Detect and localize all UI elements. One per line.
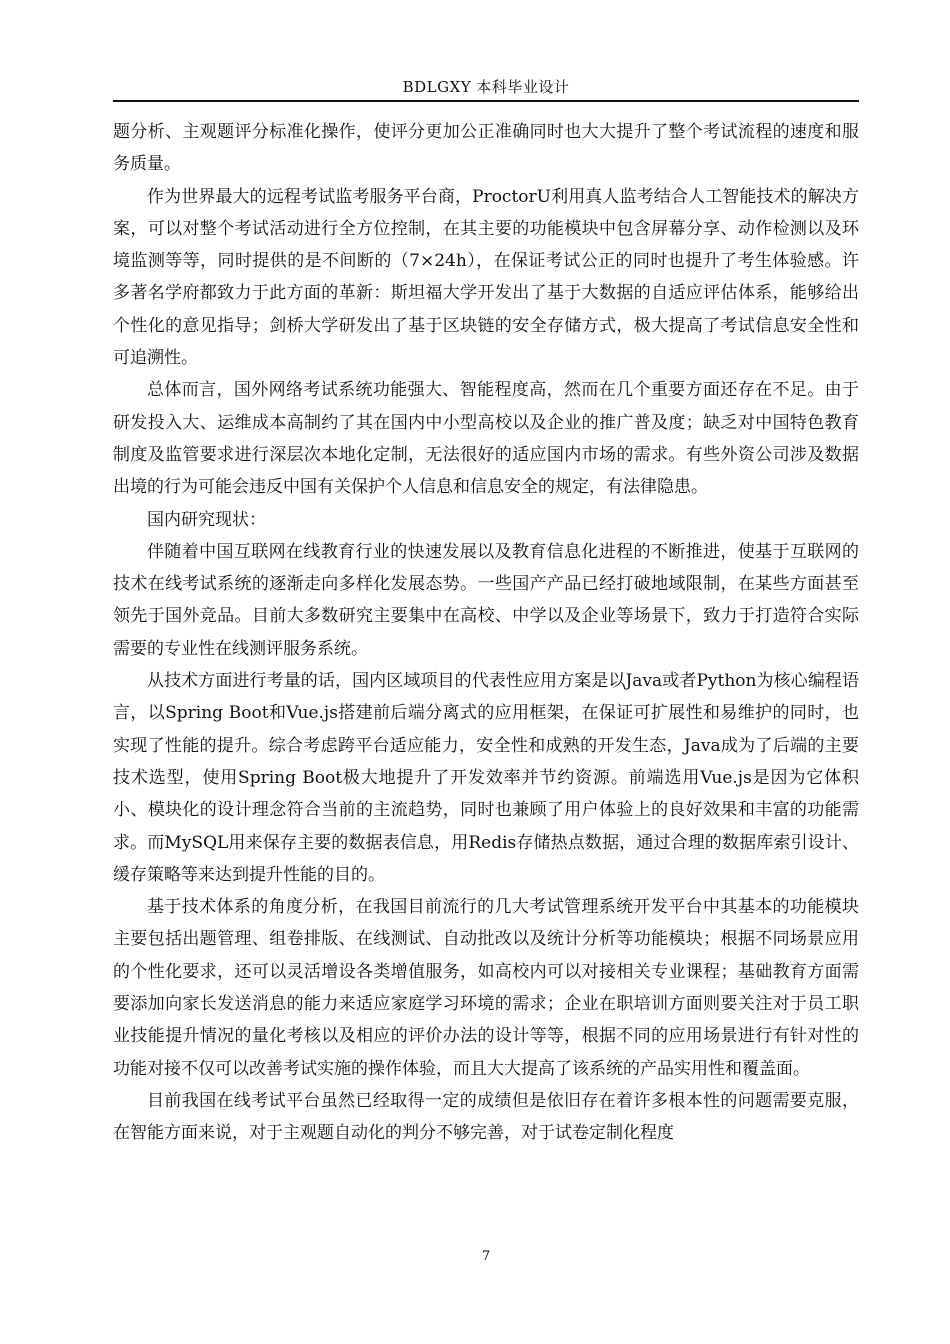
page-number: 7 <box>481 1249 491 1264</box>
paragraph-technology-stack: 从技术方面进行考量的话，国内区域项目的代表性应用方案是以Java或者Python为核心编程语言，以Spring Boot和Vue.js搭建前后端分离式的应用框架，在保证可扩展性和易维护的同时，也实现了性能的提升。综合考虑跨平台适应能力，安全性和成熟的开发生态，Java成为了后端的主要技术选型，使用Spring Boot极大地提升了开发效率并节约资源。前端选用Vue.js是因为它体积小、模块化的设计理念符合当前的主流趋势，同时也兼顾了用户体验上的良好效果和丰富的功能需求。而MySQL用来保存主要的数据表信息，用Redis存储热点数据，通过合理的数据库索引设计、缓存策略等来达到提升性能的目的。 <box>113 671 859 885</box>
paragraph-proctoru: 作为世界最大的远程考试监考服务平台商，ProctorU利用真人监考结合人工智能技术的解决方案，可以对整个考试活动进行全方位控制，在其主要的功能模块中包含屏幕分享、动作检测以及环境监测等等，同时提供的是不间断的（7×24h），在保证考试公正的同时也提升了考生体验感。许多著名学府都致力于此方面的革新：斯坦福大学开发出了基于大数据的自适应评估体系，能够给出个性化的意见指导；剑桥大学研发出了基于区块链的安全存储方式，极大提高了考试信息安全性和可追溯性。 <box>113 186 859 369</box>
paragraph-function-modules: 基于技术体系的角度分析，在我国目前流行的几大考试管理系统开发平台中其基本的功能模块主要包括出题管理、组卷排版、在线测试、自动批改以及统计分析等功能模块；根据不同场景应用的个性化要求，还可以灵活增设各类增值服务，如高校内可以对接相关专业课程；基础教育方面需要添加向家长发送消息的能力来适应家庭学习环境的需求；企业在职培训方面则要关注对于员工职业技能提升情况的量化考核以及相应的评价办法的设计等等，根据不同的应用场景进行有针对性的功能对接不仅可以改善考试实施的操作体验，而且大大提高了该系统的产品实用性和覆盖面。 <box>113 897 859 1079</box>
section-label-domestic-research: 国内研究现状： <box>147 509 266 530</box>
running-header: BDLGXY 本科毕业设计 <box>402 78 570 96</box>
paragraph-overseas-summary: 总体而言，国外网络考试系统功能强大、智能程度高，然而在几个重要方面还存在不足。由于研发投入大、运维成本高制约了其在国内中小型高校以及企业的推广普及度；缺乏对中国特色教育制度及监管要求进行深层次本地化定制，无法很好的适应国内市场的需求。有些外资公司涉及数据出境的行为可能会违反中国有关保护个人信息和信息安全的规定，有法律隐患。 <box>113 380 859 498</box>
paragraph-domestic-trend: 伴随着中国互联网在线教育行业的快速发展以及教育信息化进程的不断推进，使基于互联网的技术在线考试系统的逐渐走向多样化发展态势。一些国产产品已经打破地域限制，在某些方面甚至领先于国外竞品。目前大多数研究主要集中在高校、中学以及企业等场景下，致力于打造符合实际需要的专业性在线测评服务系统。 <box>113 541 859 659</box>
paragraph-current-problems: 目前我国在线考试平台虽然已经取得一定的成绩但是依旧存在着许多根本性的问题需要克服，在智能方面来说，对于主观题自动化的判分不够完善，对于试卷定制化程度 <box>113 1090 859 1144</box>
paragraph-continued: 题分析、主观题评分标准化操作，使评分更加公正准确同时也大大提升了整个考试流程的速度和服务质量。 <box>113 122 859 175</box>
header-rule <box>113 100 859 102</box>
body-text <box>113 116 859 1150</box>
